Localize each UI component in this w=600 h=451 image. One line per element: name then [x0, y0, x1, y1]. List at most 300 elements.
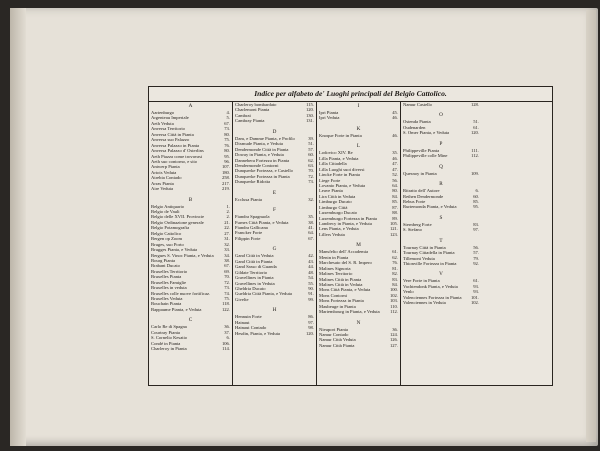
entry-page-number: 93. [473, 289, 479, 295]
entry-page-number: 98. [308, 325, 314, 331]
entry-page-number: 60. [473, 193, 479, 199]
section-gap [317, 138, 400, 142]
entry-name: Gand Città in Pianta [235, 258, 273, 264]
entry-name: Bouchain Pianta [151, 301, 182, 307]
entry-name: Mansfelto dell' Accademia [319, 249, 369, 255]
entry-page-number: 6. [475, 188, 479, 194]
entry-name: Dunquerke Ridotta [235, 179, 271, 185]
entry-name: Bergen op Zoom [151, 236, 183, 242]
entry-name: Antwerp Pianta [151, 164, 180, 170]
section-letter: C [188, 317, 193, 324]
entry-page-number: 111. [471, 147, 479, 153]
entry-page-number: 96. [224, 158, 230, 164]
index-title: Indice per alfabeto de' Luoghi principali del Belgio Cattolico. [149, 87, 552, 102]
entry-page-number: 64. [308, 230, 314, 236]
entry-name: Ritratto dell' Autore [403, 188, 440, 194]
entry-page-number: 67. [224, 263, 230, 269]
entry-page-number: 55. [308, 280, 314, 286]
index-column-4 [401, 102, 481, 385]
entry-page-number: 22. [224, 225, 230, 231]
entry-page-number: 70. [308, 168, 314, 174]
entry-name: Tillemont Veduta [403, 255, 435, 261]
entry-name: Dixmude Pianta, e Veduta [235, 141, 283, 147]
entry-page-number: 97. [308, 319, 314, 325]
entry-page-number: 87. [392, 204, 398, 210]
entry-name: Anversa suo Palazzo [151, 137, 190, 143]
entry-page-number: 84. [392, 281, 398, 287]
entry-name: Charleroy in Pianta [151, 346, 187, 352]
entry-page-number: 42. [308, 253, 314, 259]
section-gap [401, 176, 481, 180]
entry-name: Liege Forte [319, 177, 341, 183]
entry-name: Nieuport Pianta [319, 326, 348, 332]
section-letter: T [439, 237, 443, 244]
entry-page-number: 128. [470, 102, 479, 107]
entry-name: Mons Contorni [319, 292, 347, 298]
section-letter: M [356, 242, 361, 249]
entry-name: Brabant Ducato [151, 263, 180, 269]
entry-page-number: 83. [473, 221, 479, 227]
entry-name: Argenteau Imperiale [151, 115, 189, 121]
entry-page-number: 34. [224, 252, 230, 258]
entry-name: Valenciennes Fortezza in Pianta [403, 294, 462, 300]
entry-name: Arras Pianta [151, 180, 174, 186]
index-table [148, 86, 553, 386]
entry-page-number: 56. [473, 244, 479, 250]
entry-name: Aeth Veduta [151, 120, 174, 126]
entry-page-number: 120. [470, 130, 479, 136]
entry-page-number: 51. [308, 141, 314, 147]
index-entry [233, 118, 316, 123]
entry-page-number: 21. [224, 219, 230, 225]
index-entry [401, 130, 481, 135]
entry-page-number: 81. [392, 265, 398, 271]
entry-name: Lens Pianta, e Veduta [319, 226, 359, 232]
entry-name: Lilla Pianta, e Veduta [319, 155, 359, 161]
entry-page-number: 115. [306, 102, 314, 107]
entry-name: Lovanio Pianta, e Veduta [319, 182, 366, 188]
entry-name: S. Stefano [403, 227, 422, 233]
section-gap [317, 237, 400, 241]
index-entry [401, 261, 481, 266]
entry-name: Bruxelles in veduta [151, 285, 187, 291]
entry-page-number: 67. [224, 120, 230, 126]
entry-page-number: 38. [308, 219, 314, 225]
entry-name: Bruxelles Pianta [151, 274, 182, 280]
entry-page-number: 88. [392, 210, 398, 216]
entry-page-number: 118. [222, 301, 230, 307]
index-entry [233, 297, 316, 302]
entry-name: Rethen Dendermonde [403, 193, 444, 199]
entry-name: Namur Castello [403, 102, 432, 107]
entry-name: Gravellines in Pianta [235, 275, 274, 281]
entry-page-number: 80. [224, 131, 230, 137]
entry-name: Hainaut Contado [235, 325, 267, 331]
entry-name: Namur Contado [319, 332, 349, 337]
entry-name: Sternberg Forte [403, 221, 432, 227]
entry-page-number: 32. [224, 241, 230, 247]
index-entry [149, 307, 232, 312]
entry-page-number: 32. [308, 196, 314, 202]
entry-page-number: 95. [224, 153, 230, 159]
entry-name: Lincke Forte in Pianta [319, 172, 360, 178]
entry-page-number: 1. [226, 203, 230, 209]
entry-page-number: 85. [473, 198, 479, 204]
index-entry [401, 204, 481, 209]
entry-page-number: 110. [390, 303, 398, 309]
entry-name: Aeth Piazza come trovavasi [151, 153, 203, 159]
entry-page-number: 63. [308, 162, 314, 168]
section-letter: K [356, 125, 361, 132]
entry-page-number: 80. [224, 148, 230, 154]
entry-page-number: 90. [308, 285, 314, 291]
section-letter: G [272, 246, 277, 253]
entry-page-number: 83. [392, 276, 398, 282]
entry-name: Condé in Pianta [151, 340, 181, 346]
index-entry [317, 115, 400, 120]
entry-name: Belgio delle XVII. Provincie [151, 214, 205, 220]
entry-page-number: 36. [392, 326, 398, 332]
section-letter: F [273, 207, 276, 214]
index-entry [233, 331, 316, 336]
index-column-2 [233, 102, 317, 385]
entry-name: Quesnoy in Pianta [403, 170, 437, 176]
entry-name: Belgio Potamografia [151, 225, 190, 231]
entry-name: Ipri Veduta [319, 115, 340, 121]
entry-name: Belgio Cattolico [151, 230, 182, 236]
section-letter: H [272, 307, 277, 314]
entry-name: Malines Signoria [319, 265, 351, 271]
section-letter: E [272, 189, 277, 196]
entry-name: Mariembourg in Pianta, e Veduta [319, 309, 380, 315]
entry-page-number: 107. [221, 164, 230, 170]
entry-name: Namur Città Veduta [319, 337, 356, 343]
section-gap [401, 136, 481, 140]
section-letter: R [439, 181, 443, 188]
entry-name: Belgio de Vauli [151, 209, 180, 214]
entry-name: Malines Città in Pianta [319, 276, 362, 282]
section-gap [233, 302, 316, 306]
entry-page-number: 121. [389, 226, 398, 232]
entry-page-number: 43. [308, 258, 314, 264]
entry-page-number: 89. [392, 215, 398, 221]
entry-name: Hennuin Forte [235, 314, 262, 320]
entry-page-number: 47. [392, 166, 398, 172]
entry-page-number: 47. [392, 161, 398, 167]
section-letter: O [439, 112, 443, 119]
entry-name: Gildate Territorio [235, 269, 268, 275]
entry-page-number: 72. [308, 173, 314, 179]
entry-name: Anversa Città in Pianta [151, 131, 194, 137]
section-gap [401, 159, 481, 163]
entry-page-number: 52. [392, 172, 398, 178]
entry-name: Mons Città Pianta, e Veduta [319, 287, 371, 293]
entry-page-number: 51. [473, 119, 479, 125]
entry-page-number: 61. [473, 278, 479, 284]
entry-page-number: 44. [308, 264, 314, 270]
index-entry [233, 179, 316, 184]
entry-name: Carlo Re di Spagna [151, 324, 187, 330]
entry-page-number: 106. [221, 340, 230, 346]
entry-name: Doway in Pianta, e Veduta [235, 152, 284, 158]
entry-name: Aire Veduta [151, 186, 173, 192]
entry-page-number: 219. [221, 186, 230, 192]
section-gap [401, 107, 481, 111]
entry-page-number: 120. [305, 107, 314, 113]
entry-page-number: 80. [392, 188, 398, 194]
entry-name: Oudenarden [403, 124, 426, 130]
entry-page-number: 84. [392, 193, 398, 199]
entry-page-number: 54. [308, 275, 314, 281]
entry-name: Landrecy in Pianta, e Veduta [319, 221, 372, 226]
entry-name: Charleroy bombardato [235, 102, 277, 107]
entry-name: Bruxelles Territorio [151, 268, 188, 274]
entry-page-number: 75. [224, 137, 230, 143]
index-entry [233, 236, 316, 241]
entry-page-number: 60. [308, 152, 314, 158]
entry-page-number: 46. [392, 155, 398, 161]
entry-name: Cambray Pianta [235, 118, 265, 124]
entry-page-number: 79. [473, 255, 479, 261]
entry-page-number: 131. [305, 118, 314, 124]
entry-page-number: 62. [308, 157, 314, 163]
entry-page-number: 109. [470, 170, 479, 176]
entry-name: Aeth suo contorno, e sito [151, 158, 198, 164]
entry-name: Lillers Veduta [319, 231, 345, 237]
entry-page-number: 101. [470, 294, 479, 300]
section-letter: V [439, 271, 443, 278]
entry-name: Bourg Pianta [151, 257, 176, 263]
entry-name: Anversa Palazzo d' Osterlins [151, 148, 204, 154]
entry-page-number: 120. [305, 330, 314, 336]
entry-name: Ipri Pianta [319, 110, 339, 115]
entry-page-number: 48. [308, 269, 314, 275]
entry-page-number: 69. [224, 268, 230, 274]
entry-page-number: 82. [392, 271, 398, 277]
entry-name: Francker Forte [235, 230, 263, 236]
entry-name: Cambrai [235, 112, 251, 118]
entry-page-number: 95. [473, 204, 479, 210]
entry-page-number: 103. [389, 298, 398, 304]
entry-name: Gueldria Città Pianta, e Veduta [235, 291, 292, 297]
entry-name: Rurtemonda Pianta, e Veduta [403, 204, 457, 210]
index-entry [401, 300, 481, 305]
entry-name: Dendermonde Contorni [235, 162, 279, 168]
entry-name: Dam, e Damme Pianta, e Profilo [235, 135, 295, 141]
entry-page-number: 73. [224, 285, 230, 291]
entry-name: Gand Sasso di Guanda [235, 264, 277, 270]
entry-name: Dendermonde Città in Pianta [235, 146, 289, 152]
entry-name: Atrebia Contado [151, 175, 182, 181]
index-entry [149, 346, 232, 351]
entry-page-number: 217. [221, 180, 230, 186]
entry-page-number: 35. [308, 214, 314, 220]
entry-name: Gravellines in Veduta [235, 280, 275, 286]
index-entry [401, 227, 481, 232]
entry-name: Belgio Ordinazione generale [151, 219, 204, 225]
section-letter: A [188, 103, 193, 109]
entry-name: Givelte [235, 296, 249, 302]
entry-name: Lodovico XIV. Re [319, 150, 353, 156]
entry-page-number: 37. [224, 329, 230, 335]
entry-name: Limburgo Città [319, 204, 348, 210]
entry-name: Bruxelles Veduta [151, 296, 183, 301]
entry-name: Charlemont Pianta [235, 107, 270, 113]
entry-page-number: 99. [308, 296, 314, 302]
index-entry [401, 102, 481, 107]
entry-page-number: 123. [389, 231, 398, 237]
index-entry [317, 133, 400, 138]
entry-name: Malines Città in Veduta [319, 281, 363, 287]
page-gutter [10, 8, 26, 446]
entry-page-number: 76. [392, 260, 398, 266]
entry-name: Philippeville Pianta [403, 147, 440, 153]
entry-page-number: 93. [473, 283, 479, 289]
entry-page-number: 92. [473, 261, 479, 266]
entry-name: Lilla Cittadella [319, 161, 347, 167]
entry-page-number: 39. [308, 135, 314, 141]
entry-page-number: 105. [389, 221, 398, 226]
entry-page-number: 86. [308, 314, 314, 320]
entry-page-number: 74. [224, 290, 230, 296]
entry-name: Hesdin, Pianta, e Veduta [235, 330, 280, 336]
entry-name: Furnes Città Pianta, e Veduta [235, 219, 289, 225]
entry-name: Mons Fortezza in Pianta [319, 298, 364, 304]
index-entry [401, 153, 481, 158]
entry-name: Bruges, suo Porto [151, 241, 184, 247]
entry-name: Dunquerke Fortezza, e Castello [235, 168, 293, 174]
entry-name: Anversa Territorio [151, 126, 185, 132]
entry-name: Vere Forte in Pianta [403, 278, 440, 284]
section-gap [233, 202, 316, 206]
entry-page-number: 67. [308, 235, 314, 241]
entry-name: Rebus Forte [403, 198, 426, 204]
section-letter: N [356, 319, 361, 326]
entry-name: Dunquerke Fortezza in Pianta [235, 173, 290, 179]
entry-page-number: 41. [308, 225, 314, 230]
section-letter: L [356, 143, 361, 150]
index-column-3 [317, 102, 401, 385]
entry-name: Gand Città in Veduta [235, 253, 274, 259]
section-gap [401, 233, 481, 237]
index-entry [317, 343, 400, 348]
section-gap [233, 241, 316, 245]
index-entry [401, 171, 481, 176]
entry-page-number: 100. [389, 287, 398, 293]
entry-page-number: 97. [473, 227, 479, 233]
index-entry [149, 186, 232, 191]
entry-page-number: 6. [226, 335, 230, 341]
entry-page-number: 61. [473, 124, 479, 130]
entry-page-number: 38. [224, 257, 230, 263]
entry-name: Belgio Antiquario [151, 203, 185, 209]
entry-name: Philippeville colle Mine [403, 153, 448, 159]
entry-name: Bergues S. Vinoc Pianta, e Veduta [151, 252, 214, 258]
entry-name: Fiandra Spagnuola [235, 214, 270, 220]
entry-page-number: 130. [305, 112, 314, 118]
entry-page-number: 31. [224, 236, 230, 242]
entry-name: Vachtendonk Pianta, e Veduta [403, 283, 458, 289]
entry-page-number: 85. [392, 199, 398, 205]
entry-page-number: 57. [473, 250, 479, 256]
entry-page-number: 73. [224, 126, 230, 132]
entry-name: Aartenburgo [151, 110, 175, 115]
entry-page-number: 91. [308, 291, 314, 297]
entry-name: Luxemburgo Fortezza in Pianta [319, 215, 377, 221]
entry-page-number: 62. [392, 254, 398, 260]
section-gap [317, 121, 400, 125]
entry-name: Ecclusa Pianta [235, 196, 262, 202]
section-gap [317, 315, 400, 319]
entry-page-number: 64. [392, 182, 398, 188]
section-gap [233, 185, 316, 189]
entry-page-number: 73. [308, 179, 314, 185]
entry-name: S. Omer Pianta, e Veduta [403, 130, 450, 136]
section-letter: D [272, 128, 277, 135]
entry-name: Thionville Fortezza in Pianta [403, 261, 457, 266]
entry-page-number: 114. [222, 346, 230, 352]
section-letter: P [439, 140, 443, 147]
entry-page-number: 122. [221, 306, 230, 312]
entry-name: Namur Città Pianta [319, 342, 355, 348]
entry-name: Anversa Palazzo in Pianta [151, 142, 200, 148]
entry-name: Tournay Città in Pianta [403, 244, 446, 250]
entry-name: Brugges Pianta, e Veduta [151, 247, 198, 253]
entry-page-number: 2. [226, 209, 230, 214]
entry-name: Artois Veduta [151, 169, 177, 175]
entry-name: Limburgo Ducato [319, 199, 352, 205]
entry-name: Fiandra Gallicana [235, 225, 268, 230]
entry-name: Venlo [403, 289, 414, 295]
entry-name: Bruxelles colle nuove fortificaz. [151, 290, 211, 296]
entry-page-number: 46. [392, 132, 398, 138]
entry-page-number: 180. [221, 169, 230, 175]
entry-name: Marchesato del S. R. Impero [319, 260, 372, 266]
entry-name: Malines Territorio [319, 271, 353, 277]
entry-page-number: 45. [392, 110, 398, 115]
entry-name: Dannebera Fortezza in Pianta [235, 157, 290, 163]
entry-name: Valenciennes in Veduta [403, 300, 446, 306]
section-gap [233, 124, 316, 128]
entry-page-number: 35. [392, 150, 398, 156]
entry-page-number: 75. [224, 296, 230, 301]
section-gap [401, 266, 481, 270]
section-letter: Q [439, 163, 443, 170]
entry-page-number: 112. [471, 153, 479, 159]
entry-page-number: 102. [389, 292, 398, 298]
entry-name: Courtray Pianta [151, 329, 180, 335]
section-letter: B [188, 196, 193, 203]
section-gap [401, 210, 481, 214]
section-gap [149, 192, 232, 196]
section-letter: I [357, 103, 360, 109]
entry-page-number: 126. [389, 337, 398, 343]
section-gap [149, 312, 232, 316]
entry-page-number: 72. [224, 279, 230, 285]
page-edge [586, 10, 596, 442]
entry-page-number: 258. [221, 175, 230, 181]
entry-name: Gheldria Ducato [235, 285, 266, 291]
entry-page-number: 76. [224, 142, 230, 148]
entry-page-number: 46. [392, 115, 398, 121]
index-entry [317, 232, 400, 237]
entry-page-number: 5. [226, 115, 230, 121]
entry-name: Ostenda Pianta [403, 119, 431, 125]
entry-page-number: 127. [389, 342, 398, 348]
entry-page-number: 70. [224, 274, 230, 280]
index-column-1 [149, 102, 233, 385]
entry-name: Maubeuge in Pianta [319, 303, 356, 309]
